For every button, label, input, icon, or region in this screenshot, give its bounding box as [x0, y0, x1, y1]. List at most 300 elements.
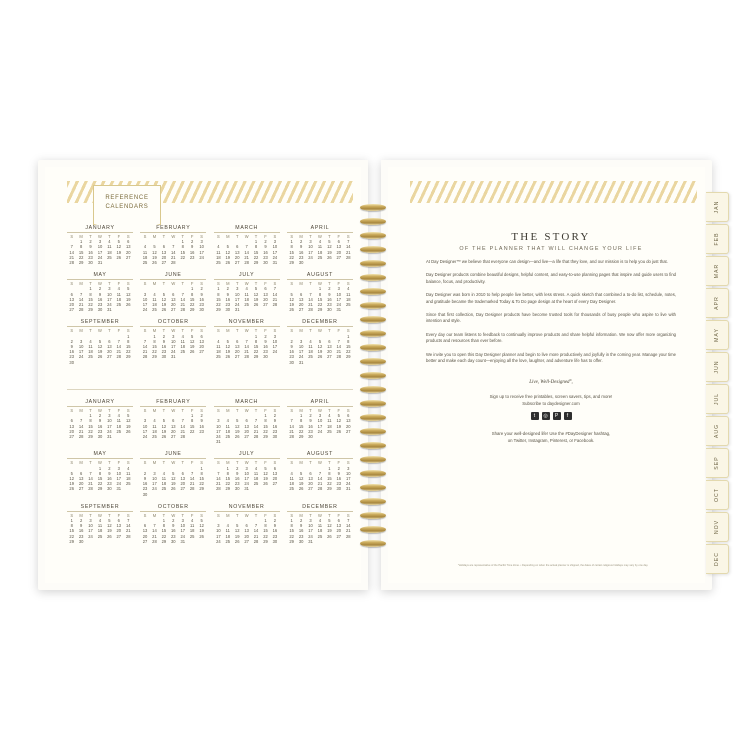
day-cell: 13 — [69, 296, 74, 302]
month-tab-label: JAN — [714, 200, 720, 214]
day-cell: 4 — [191, 518, 194, 524]
day-cell: 14 — [253, 528, 259, 534]
day-cell: 6 — [108, 338, 111, 344]
day-cell: 9 — [273, 523, 277, 529]
day-cell: 25 — [116, 302, 122, 308]
month-calendar — [140, 399, 206, 444]
day-cell: 13 — [125, 244, 131, 250]
day-cell — [334, 360, 343, 365]
day-cell: 22 — [345, 349, 351, 355]
day-cell: 14 — [345, 523, 351, 529]
weekday-header: W — [171, 281, 176, 287]
open-planner — [38, 160, 712, 590]
day-cell: 19 — [234, 533, 240, 539]
day-cell: 17 — [107, 423, 112, 429]
day-cell — [197, 434, 206, 439]
day-cell: 7 — [79, 291, 83, 297]
day-cell: 3 — [236, 286, 239, 292]
day-cell: 18 — [225, 428, 231, 434]
day-cell: 20 — [116, 528, 122, 534]
day-cell: 12 — [253, 291, 259, 297]
day-cell: 9 — [200, 418, 203, 424]
day-cell: 11 — [216, 344, 221, 350]
day-cell: 7 — [70, 244, 73, 250]
weekday-header: M — [79, 328, 83, 334]
month-tab-oct[interactable] — [706, 480, 729, 510]
day-cell: 12 — [225, 344, 231, 350]
day-cell: 6 — [172, 418, 175, 424]
weekday-header: S — [70, 408, 74, 413]
day-cell: 10 — [171, 338, 176, 344]
day-cell: 8 — [318, 291, 322, 297]
weekday-header: S — [217, 281, 220, 287]
day-cell: 13 — [116, 523, 122, 529]
day-cell: 14 — [69, 249, 74, 255]
day-cell: 3 — [108, 286, 111, 292]
day-cell: 3 — [318, 413, 322, 419]
day-cell: 8 — [89, 418, 92, 424]
day-cell: 27 — [69, 307, 74, 313]
weekday-header: S — [346, 512, 350, 518]
week-row — [287, 486, 353, 491]
day-cell: 25 — [189, 533, 195, 539]
day-cell: 6 — [328, 338, 331, 344]
day-cell: 6 — [245, 523, 248, 529]
day-cell: 19 — [161, 302, 167, 308]
day-cell: 4 — [98, 518, 102, 524]
day-cell: 26 — [152, 260, 157, 266]
day-cell: 19 — [317, 349, 323, 355]
day-cell: 2 — [172, 518, 175, 524]
day-cell — [325, 260, 334, 265]
day-cell: 13 — [308, 476, 313, 482]
day-cell: 22 — [199, 481, 204, 487]
day-cell: 30 — [272, 434, 278, 440]
day-cell: 7 — [309, 291, 312, 297]
day-cell: 23 — [289, 354, 294, 360]
day-cell: 17 — [272, 249, 278, 255]
day-cell: 30 — [225, 307, 231, 313]
day-cell: 4 — [226, 523, 229, 529]
day-cell: 29 — [253, 260, 259, 266]
day-cell: 14 — [78, 296, 84, 302]
month-tab-sep[interactable] — [706, 448, 729, 478]
day-cell: 12 — [189, 338, 195, 344]
weekday-header: F — [190, 328, 194, 334]
day-cell: 10 — [78, 344, 84, 350]
day-cell: 9 — [273, 418, 277, 424]
weekday-header: M — [226, 408, 230, 413]
day-cell: 26 — [234, 538, 240, 544]
day-cell: 10 — [116, 470, 122, 476]
weekday-header: M — [226, 460, 230, 466]
day-cell: 27 — [336, 254, 342, 260]
day-cell: 5 — [254, 286, 258, 292]
weekday-header: T — [254, 460, 258, 466]
day-cell: 11 — [225, 528, 230, 534]
weekday-header: S — [126, 408, 130, 413]
day-cell: 12 — [171, 476, 176, 482]
day-cell: 22 — [97, 481, 103, 487]
day-cell: 9 — [162, 338, 166, 344]
day-cell: 16 — [107, 476, 112, 482]
day-cell: 22 — [180, 254, 185, 260]
day-cell — [114, 360, 123, 365]
spiral-coil — [360, 512, 386, 519]
weekday-header: S — [70, 234, 74, 239]
day-cell: 27 — [345, 428, 351, 434]
day-cell: 4 — [153, 418, 156, 424]
weekday-header: S — [346, 281, 350, 287]
calendar-month-row — [67, 225, 353, 265]
day-cell: 25 — [327, 428, 332, 434]
month-grid — [214, 513, 280, 544]
day-cell: 21 — [116, 349, 122, 355]
spiral-coil — [360, 204, 386, 211]
weekday-header: S — [200, 512, 203, 518]
day-cell: 15 — [189, 296, 195, 302]
day-cell: 23 — [298, 254, 304, 260]
day-cell — [251, 307, 260, 312]
day-cell: 18 — [116, 296, 122, 302]
weekday-header: W — [244, 234, 249, 239]
day-cell: 26 — [161, 434, 167, 440]
weekday-header: S — [273, 328, 277, 334]
day-cell: 21 — [152, 533, 157, 539]
day-cell — [105, 260, 114, 265]
day-cell: 7 — [347, 239, 350, 245]
day-cell: 4 — [108, 239, 111, 245]
day-cell: 3 — [217, 523, 220, 529]
day-cell: 24 — [97, 254, 103, 260]
day-cell: 23 — [263, 349, 268, 355]
day-cell: 8 — [191, 291, 194, 297]
week-row — [67, 307, 133, 312]
day-cell: 13 — [272, 470, 278, 476]
day-cell: 22 — [263, 533, 268, 539]
day-cell: 5 — [172, 470, 175, 476]
month-grid — [287, 328, 353, 364]
day-cell: 3 — [98, 239, 102, 245]
day-cell: 11 — [346, 291, 351, 297]
spiral-coil — [360, 456, 386, 463]
day-cell: 7 — [337, 338, 340, 344]
day-cell: 28 — [244, 354, 249, 360]
day-cell: 26 — [116, 254, 122, 260]
day-cell: 20 — [308, 481, 313, 487]
day-cell: 3 — [89, 518, 92, 524]
day-cell: 8 — [226, 470, 229, 476]
day-cell: 5 — [318, 338, 322, 344]
day-cell: 17 — [244, 476, 249, 482]
weekday-header: M — [152, 512, 157, 518]
weekday-header: T — [181, 408, 184, 413]
reference-calendars-ribbon — [93, 185, 161, 225]
day-cell: 29 — [97, 486, 103, 492]
day-cell — [197, 354, 206, 359]
story-paragraph: At Day Designer™ we believe that everyone can design—and live—a life that they love, and our mission is to help you do just that. — [426, 259, 668, 264]
story-paragraph: We invite you to open this Day Designer planner and begin to live more productively and joyfully in the coming year. Manage your time better and make each day count—enjoying all the love, laughter, and adventure life has to offer. — [426, 351, 676, 364]
day-cell: 22 — [289, 254, 294, 260]
day-cell: 2 — [108, 465, 111, 471]
facebook-icon: f — [564, 412, 572, 420]
weekday-header: S — [346, 460, 350, 466]
month-grid — [214, 281, 280, 312]
weekday-header: S — [143, 408, 147, 413]
day-cell: 9 — [226, 291, 229, 297]
day-cell: 1 — [347, 333, 350, 339]
day-cell: 13 — [199, 338, 204, 344]
weekday-header: T — [181, 234, 184, 239]
day-cell: 17 — [216, 428, 221, 434]
month-tab-dec[interactable] — [706, 544, 729, 574]
weekday-header: M — [226, 512, 230, 518]
story-paragraph: Day Designer products combine beautiful designs, helpful content, and easy-to-use planning pages that inspire and guide users to find balance, focus, and productivity. — [426, 272, 676, 284]
day-cell: 8 — [290, 244, 293, 250]
day-cell — [270, 354, 279, 359]
month-grid — [287, 234, 353, 265]
day-cell: 5 — [226, 338, 229, 344]
day-cell — [150, 492, 159, 497]
day-cell — [114, 260, 123, 265]
day-cell: 27 — [234, 260, 240, 266]
month-tab-nov[interactable] — [706, 512, 729, 542]
weekday-header: W — [244, 460, 249, 466]
story-paragraph: Day Designer was born in 2010 to help people live better, with less stress. A quick sketch that combined a to-do list, schedule, notes, and gratitude became the trademarked Today & To Do page design at the heart of every Day Designer. — [426, 292, 676, 304]
day-cell: 30 — [263, 260, 268, 266]
weekday-header: W — [171, 460, 176, 466]
spiral-coil — [360, 316, 386, 323]
day-cell: 18 — [180, 344, 185, 350]
month-calendar — [214, 272, 280, 312]
month-calendar — [67, 451, 133, 496]
day-cell: 21 — [345, 249, 351, 255]
weekday-header: T — [235, 234, 239, 239]
day-cell: 14 — [336, 344, 342, 350]
day-cell: 26 — [107, 533, 112, 539]
day-cell: 24 — [180, 533, 185, 539]
day-cell: 15 — [225, 476, 231, 482]
weekday-header: S — [273, 512, 277, 518]
day-cell: 26 — [125, 302, 131, 308]
day-cell: 15 — [327, 476, 332, 482]
day-cell: 12 — [327, 244, 332, 250]
day-cell: 16 — [142, 481, 148, 487]
day-cell: 19 — [97, 349, 103, 355]
month-grid — [67, 328, 133, 364]
day-cell: 3 — [273, 333, 277, 339]
month-tab-label: OCT — [714, 488, 720, 502]
day-cell: 19 — [107, 528, 112, 534]
weekday-header: F — [264, 408, 267, 413]
day-cell: 7 — [254, 523, 258, 529]
month-tab-mar[interactable] — [706, 256, 729, 286]
day-cell: 1 — [153, 333, 156, 339]
calendar-month-row — [67, 451, 353, 496]
day-cell: 11 — [225, 423, 230, 429]
day-cell: 31 — [308, 538, 313, 544]
footnote-text: *Holidays are representative of the Pacific Time Zone. • Depending on when the actual planner is shipped, the dates of certain religious holidays may vary by one day. — [457, 564, 649, 567]
day-cell: 27 — [125, 254, 131, 260]
day-cell: 6 — [79, 470, 83, 476]
day-cell: 15 — [263, 528, 268, 534]
day-cell: 8 — [217, 291, 220, 297]
day-cell: 14 — [289, 423, 294, 429]
day-cell — [178, 492, 187, 497]
day-cell — [306, 360, 315, 365]
day-cell: 9 — [290, 344, 293, 350]
month-tab-jan[interactable] — [706, 192, 729, 222]
weekday-header: T — [309, 281, 312, 287]
day-cell: 19 — [125, 296, 131, 302]
weekday-header: T — [235, 460, 239, 466]
day-cell: 27 — [171, 434, 176, 440]
spiral-coil — [360, 400, 386, 407]
month-tab-jul[interactable] — [706, 384, 729, 414]
weekday-header: S — [143, 512, 147, 518]
day-cell: 14 — [116, 344, 122, 350]
day-cell: 28 — [189, 486, 195, 492]
day-cell: 16 — [327, 296, 332, 302]
weekday-header: W — [171, 328, 176, 334]
day-cell: 23 — [272, 428, 278, 434]
day-cell: 28 — [180, 307, 185, 313]
day-cell: 17 — [216, 533, 221, 539]
month-name: JANUARY — [67, 399, 133, 407]
day-cell: 27 — [327, 354, 332, 360]
month-calendar — [214, 225, 280, 265]
weekday-header: S — [217, 460, 220, 466]
day-cell: 9 — [299, 244, 303, 250]
day-cell: 26 — [69, 486, 74, 492]
day-cell: 16 — [336, 476, 342, 482]
spiral-coil — [360, 470, 386, 477]
day-cell: 30 — [88, 260, 93, 266]
day-cell: 20 — [142, 533, 148, 539]
story-paragraph: Since that first collection, Day Designer products have become trusted tools for thousands of busy people who aspire to live with intention and style. — [426, 312, 676, 324]
day-cell: 31 — [180, 538, 185, 544]
day-cell: 29 — [125, 354, 131, 360]
day-cell: 22 — [161, 533, 167, 539]
month-tab-label: DEC — [714, 552, 720, 566]
day-cell: 17 — [308, 528, 313, 534]
day-cell: 19 — [234, 428, 240, 434]
weekday-header: T — [235, 328, 239, 334]
day-cell: 14 — [152, 528, 157, 534]
weekday-header: S — [290, 408, 294, 413]
day-cell: 24 — [78, 354, 84, 360]
day-cell: 28 — [253, 434, 259, 440]
spiral-coil — [360, 414, 386, 421]
weekday-header: T — [235, 281, 239, 287]
day-cell: 29 — [225, 486, 231, 492]
day-cell: 4 — [89, 338, 92, 344]
weekday-header: T — [254, 281, 258, 287]
day-cell: 3 — [79, 338, 83, 344]
month-tab-apr[interactable] — [706, 288, 729, 318]
day-cell: 15 — [69, 528, 74, 534]
weekday-header: M — [152, 328, 157, 334]
weekday-header: S — [143, 234, 147, 239]
day-cell: 10 — [308, 244, 313, 250]
day-cell: 7 — [127, 518, 130, 524]
month-calendar — [140, 451, 206, 496]
weekday-header: W — [171, 234, 176, 239]
month-tab-may[interactable] — [706, 320, 729, 350]
day-cell: 26 — [189, 349, 195, 355]
weekday-header: T — [89, 512, 92, 518]
day-cell: 14 — [125, 523, 131, 529]
day-cell: 17 — [78, 349, 84, 355]
day-cell: 21 — [289, 428, 294, 434]
day-cell: 4 — [217, 338, 220, 344]
month-calendar — [287, 399, 353, 444]
day-cell: 26 — [161, 307, 167, 313]
day-cell — [187, 492, 196, 497]
day-cell: 28 — [345, 254, 351, 260]
day-cell: 2 — [264, 333, 267, 339]
day-cell — [344, 307, 353, 312]
weekday-header: S — [273, 234, 277, 239]
day-cell: 18 — [244, 296, 249, 302]
day-cell: 8 — [89, 291, 92, 297]
day-cell — [242, 439, 251, 444]
day-cell — [197, 539, 206, 544]
day-cell: 13 — [327, 344, 332, 350]
weekday-header: S — [200, 460, 203, 466]
month-tab-jun[interactable] — [706, 352, 729, 382]
day-cell: 15 — [263, 423, 268, 429]
day-cell: 14 — [308, 296, 313, 302]
day-cell — [306, 260, 315, 265]
month-tab-aug[interactable] — [706, 416, 729, 446]
day-cell — [124, 360, 133, 365]
day-cell: 5 — [70, 470, 73, 476]
instagram-icon: ◎ — [543, 413, 548, 420]
day-cell: 19 — [253, 296, 259, 302]
day-cell: 19 — [298, 481, 304, 487]
month-tab-feb[interactable] — [706, 224, 729, 254]
day-cell: 16 — [69, 349, 74, 355]
day-cell: 23 — [298, 533, 304, 539]
day-cell: 3 — [153, 470, 156, 476]
day-cell: 8 — [264, 418, 267, 424]
day-cell: 23 — [336, 481, 342, 487]
weekday-header: M — [79, 408, 83, 413]
day-cell: 4 — [153, 291, 156, 297]
day-cell — [242, 307, 251, 312]
day-cell: 12 — [317, 344, 323, 350]
day-cell: 27 — [272, 481, 278, 487]
weekday-header: F — [190, 460, 194, 466]
day-cell — [187, 354, 196, 359]
weekday-header: M — [79, 234, 83, 239]
weekday-header: M — [299, 328, 303, 334]
day-cell: 28 — [142, 354, 148, 360]
month-calendar — [140, 225, 206, 265]
weekday-header: T — [254, 408, 258, 413]
day-cell: 12 — [125, 291, 131, 297]
month-calendar — [67, 319, 133, 364]
day-cell: 1 — [264, 518, 267, 524]
day-cell: 6 — [172, 291, 175, 297]
day-cell: 8 — [127, 338, 130, 344]
month-name: MARCH — [214, 399, 280, 407]
day-cell: 7 — [143, 338, 147, 344]
day-cell: 9 — [200, 291, 203, 297]
week-row — [214, 439, 280, 444]
day-cell: 19 — [152, 254, 157, 260]
